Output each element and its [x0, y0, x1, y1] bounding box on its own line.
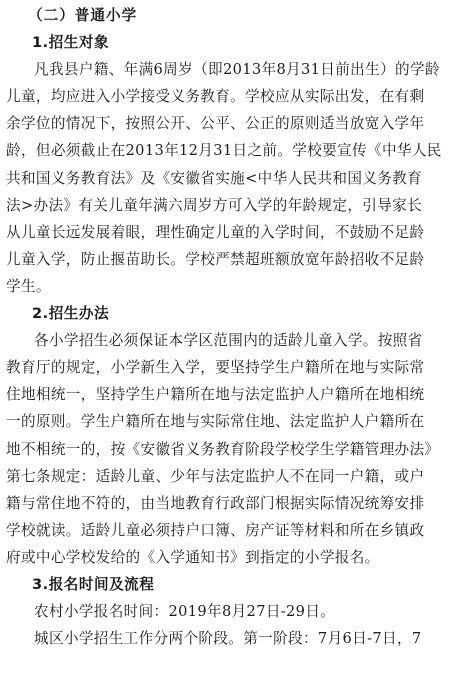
subsection-heading-enrollment-method: 2.招生办法 [32, 305, 110, 323]
paragraph-line: 教育厅的规定，小学新生入学，要坚持学生户籍所在地与实际常 [6, 359, 425, 377]
paragraph-line: 第七条规定：适龄儿童、少年与法定监护人不在同一户籍，或户 [6, 467, 425, 485]
paragraph-line: 凡我县户籍、年满6周岁（即2013年8月31日前出生）的学龄 [34, 61, 440, 79]
section-heading: （二）普通小学 [28, 7, 138, 24]
paragraph-line: 龄，但必须截止在2013年12月31日之前。学校要宣传《中华人民 [6, 142, 442, 160]
paragraph-line: 各小学招生必须保证本学区范围内的适龄儿童入学。按照省 [34, 332, 423, 350]
paragraph-line: 共和国义务教育法》及《安徽省实施<中华人民共和国义务教育 [6, 169, 423, 187]
paragraph-line: 城区小学招生工作分两个阶段。第一阶段：7月6日-7日，7 [34, 630, 422, 648]
paragraph-line: 学校就读。适龄儿童必须持户口簿、房产证等材料和所在乡镇政 [6, 521, 425, 539]
paragraph-line: 儿童入学，防止揠苗助长。学校严禁超班额放宽年龄招收不足龄 [6, 250, 425, 268]
paragraph-line: 学生。 [6, 277, 51, 295]
paragraph-line: 籍与常住地不符的，由当地教育行政部门根据实际情况统筹安排 [6, 494, 425, 512]
paragraph-line: 法>办法》有关儿童年满六周岁方可入学的年龄规定，引导家长 [6, 196, 423, 214]
paragraph-line: 地不相统一的，按《安徽省义务教育阶段学校学生学籍管理办法》 [6, 440, 440, 458]
subsection-heading-enrollment-target: 1.招生对象 [32, 34, 110, 52]
subsection-heading-registration-time: 3.报名时间及流程 [32, 575, 155, 593]
paragraph-line: 住地相统一，坚持学生户籍所在地与法定监护人户籍所在地相统 [6, 386, 425, 404]
paragraph-line: 府或中心学校发给的《入学通知书》到指定的小学报名。 [6, 548, 380, 566]
paragraph-line: 儿童，均应进入小学接受义务教育。学校应从实际出发，在有剩 [6, 88, 425, 106]
paragraph-line: 农村小学报名时间：2019年8月27日-29日。 [34, 603, 336, 621]
paragraph-line: 余学位的情况下，按照公开、公平、公正的原则适当放宽入学年 [6, 115, 425, 133]
paragraph-line: 从儿童长远发展着眼，理性确定儿童的入学时间，不鼓励不足龄 [6, 223, 425, 241]
paragraph-line: 一的原则。学生户籍所在地与实际常住地、法定监护人户籍所在 [6, 413, 425, 431]
